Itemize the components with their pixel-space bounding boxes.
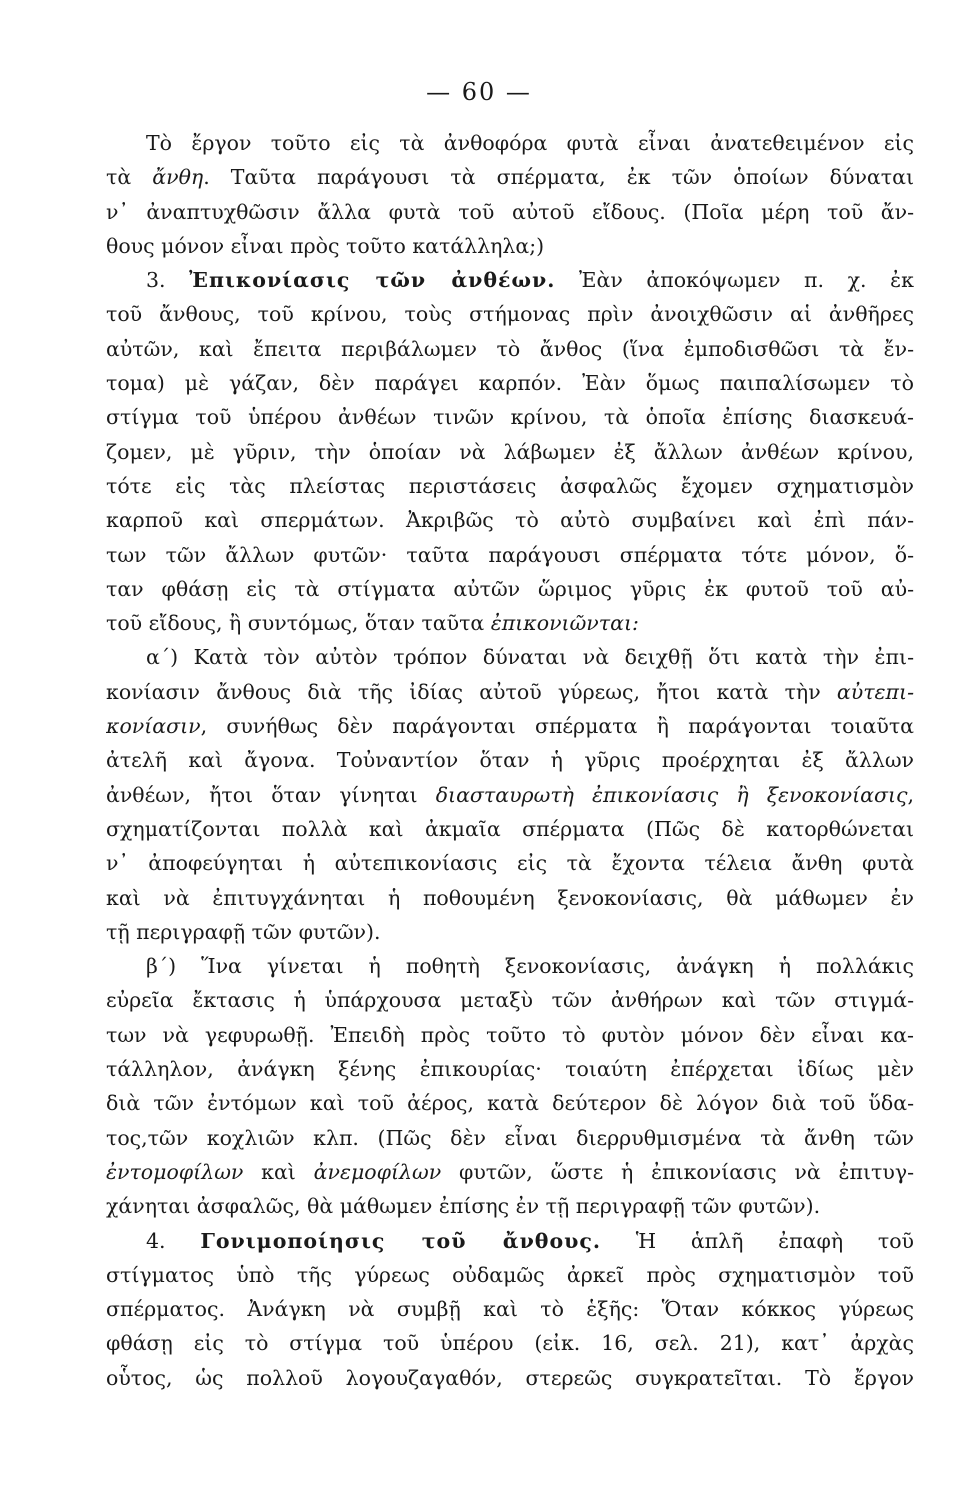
text-segment: σπέρματος. Ἀνάγκη νὰ συμβῇ καὶ τὸ ἑξῆς: Ὅταν κόκκος γύρεως (106, 1297, 914, 1322)
text-line (106, 297, 914, 331)
text-line (106, 778, 914, 812)
text-line (106, 195, 914, 229)
text-segment: καὶ νὰ ἐπιτυγχάνηται ἡ ποθουμένη ξενοκονίασις, θὰ μάθωμεν ἐν (106, 885, 914, 910)
text-line (106, 160, 914, 194)
text-line (106, 846, 914, 880)
text-line (106, 1189, 914, 1223)
text-segment: ζομεν, μὲ γῦριν, τὴν ὁποίαν νὰ λάβωμεν ἐξ ἄλλων ἀνθέων κρίνου, (106, 439, 914, 464)
text-segment: ταν φθάσῃ εἰς τὰ στίγματα αὐτῶν ὥριμος γῦρις ἐκ φυτοῦ τοῦ αὐ- (106, 576, 914, 601)
text-segment: οὗτος, ὡς πολλοῦ λογουζαγαθόν, στερεῶς συγκρατεῖται. Τὸ ἔργον (106, 1365, 914, 1390)
text-segment: φυτῶν, ὥστε ἡ ἐπικονίασις νὰ ἐπιτυγ- (441, 1159, 914, 1184)
text-segment: καρποῦ καὶ σπερμάτων. Ἀκριβῶς τὸ αὐτὸ συμβαίνει καὶ ἐπὶ πάν- (106, 508, 914, 533)
section-heading: Γονιμοποίησις τοῦ ἄνθους. (200, 1228, 601, 1253)
text-segment: διὰ τῶν ἐντόμων καὶ τοῦ ἀέρος, κατὰ δεύτερον δὲ λόγον διὰ τοῦ ὕδα- (106, 1091, 914, 1116)
text-line (106, 1326, 914, 1360)
text-segment: ν᾿ ἀναπτυχθῶσιν ἄλλα φυτὰ τοῦ αὐτοῦ εἴδους. (Ποῖα μέρη τοῦ ἄν- (106, 199, 914, 224)
emphasized-term: ἐντομοφίλων (106, 1159, 244, 1184)
text-segment: φθάσῃ εἰς τὸ στίγμα τοῦ ὑπέρου (εἰκ. 16, σελ. 21), κατ᾿ ἀρχὰς (106, 1331, 914, 1356)
emphasized-term: ἄνθη (152, 165, 204, 190)
text-line (106, 915, 914, 949)
text-segment: στίγματος ὑπὸ τῆς γύρεως οὐδαμῶς ἀρκεῖ πρὸς σχηματισμὸν τοῦ (106, 1262, 914, 1287)
text-segment: τοῦ εἴδους, ἢ συντόμως, ὅταν ταῦτα (106, 611, 491, 636)
text-segment: 3. (146, 268, 190, 293)
section-heading: Ἐπικονίασις τῶν ἀνθέων. (189, 268, 556, 293)
text-segment: , συνήθως δὲν παράγονται σπέρματα ἢ παράγονται τοιαῦτα (200, 714, 914, 739)
text-line (106, 1052, 914, 1086)
text-segment: , (907, 782, 914, 807)
text-segment: τοῦ ἄνθους, τοῦ κρίνου, τοὺς στήμονας πρὶν ἀνοιχθῶσιν αἱ ἀνθῆρες (106, 302, 914, 327)
text-segment: καὶ (243, 1159, 314, 1184)
text-segment: στίγμα τοῦ ὑπέρου ἀνθέων τινῶν κρίνου, τὰ ὁποῖα ἐπίσης διασκευά- (106, 405, 914, 430)
text-line (106, 126, 914, 160)
text-segment: τὰ (106, 165, 153, 190)
text-line (106, 983, 914, 1017)
text-segment: κονίασιν ἄνθους διὰ τῆς ἰδίας αὐτοῦ γύρεως, ἤτοι κατὰ τὴν (106, 679, 837, 704)
text-line (106, 503, 914, 537)
text-segment: β΄) Ἵνα γίνεται ἡ ποθητὴ ξενοκονίασις, ἀνάγκη ἡ πολλάκις (146, 954, 914, 979)
text-segment: 4. (146, 1228, 201, 1253)
text-line (106, 640, 914, 674)
text-line (106, 538, 914, 572)
text-line (106, 812, 914, 846)
text-line (106, 1361, 914, 1395)
text-line (106, 1258, 914, 1292)
text-segment: τάλληλον, ἀνάγκη ξένης ἐπικουρίας· τοιαύτη ἐπέρχεται ἰδίως μὲν (106, 1057, 914, 1082)
text-segment: ἀτελῆ καὶ ἄγονα. Τοὐναντίον ὅταν ἡ γῦρις προέρχηται ἐξ ἄλλων (106, 748, 914, 773)
text-line (106, 1155, 914, 1189)
text-segment: των τῶν ἄλλων φυτῶν· ταῦτα παράγουσι σπέρματα τότε μόνον, ὅ- (106, 542, 914, 567)
text-line (106, 332, 914, 366)
text-segment: . Ταῦτα παράγουσι τὰ σπέρματα, ἐκ τῶν ὁποίων δύναται (203, 165, 914, 190)
text-line (106, 1224, 914, 1258)
text-segment: χάνηται ἀσφαλῶς, θὰ μάθωμεν ἐπίσης ἐν τῇ περιγραφῇ τῶν φυτῶν). (106, 1194, 821, 1219)
text-segment: αὐτῶν, καὶ ἔπειτα περιβάλωμεν τὸ ἄνθος (ἵνα ἐμποδισθῶσι τὰ ἔν- (106, 336, 914, 361)
text-segment: τομα) μὲ γάζαν, δὲν παράγει καρπόν. Ἐὰν ὅμως παιπαλίσωμεν τὸ (106, 371, 914, 396)
emphasized-term: κονίασιν (106, 714, 201, 739)
text-line (106, 366, 914, 400)
text-line (106, 709, 914, 743)
text-line (106, 743, 914, 777)
text-segment: ἀνθέων, ἤτοι ὅταν γίνηται (106, 782, 436, 807)
text-line (106, 1121, 914, 1155)
text-line (106, 1086, 914, 1120)
text-line (106, 435, 914, 469)
emphasized-term: ἐπικονιῶνται: (490, 611, 639, 636)
text-line (106, 263, 914, 297)
emphasized-term: αὐτεπι- (836, 679, 914, 704)
text-line (106, 881, 914, 915)
page-number: — 60 — (426, 78, 532, 106)
text-line (106, 469, 914, 503)
body-text (106, 126, 914, 1395)
text-segment: θους μόνον εἶναι πρὸς τοῦτο κατάλληλα;) (106, 233, 545, 258)
text-segment: σχηματίζονται πολλὰ καὶ ἀκμαῖα σπέρματα (Πῶς δὲ κατορθώνεται (106, 816, 914, 841)
text-line (106, 606, 914, 640)
text-segment: ν᾿ ἀποφεύγηται ἡ αὐτεπικονίασις εἰς τὰ ἔχοντα τέλεια ἄνθη φυτὰ (106, 851, 914, 876)
emphasized-term: ἀνεμοφίλων (313, 1159, 442, 1184)
text-segment: Τὸ ἔργον τοῦτο εἰς τὰ ἀνθοφόρα φυτὰ εἶναι ἀνατεθειμένον εἰς (146, 131, 914, 155)
text-line (106, 675, 914, 709)
text-segment: τῇ περιγραφῇ τῶν φυτῶν). (106, 919, 381, 944)
text-line (106, 1292, 914, 1326)
text-segment: Ἡ ἁπλῆ ἐπαφὴ τοῦ (601, 1228, 914, 1253)
text-segment: τότε εἰς τὰς πλείστας περιστάσεις ἀσφαλῶς ἔχομεν σχηματισμὸν (106, 473, 914, 498)
emphasized-term: διασταυρωτὴ ἐπικονίασις ἢ ξενοκονίασις (435, 782, 908, 807)
text-segment: α΄) Κατὰ τὸν αὐτὸν τρόπον δύναται νὰ δειχθῇ ὅτι κατὰ τὴν ἐπι- (146, 645, 914, 670)
text-line (106, 1018, 914, 1052)
text-segment: τος,τῶν κοχλιῶν κλπ. (Πῶς δὲν εἶναι διερρυθμισμένα τὰ ἄνθη τῶν (106, 1125, 914, 1150)
text-line (106, 949, 914, 983)
text-line (106, 400, 914, 434)
text-segment: των νὰ γεφυρωθῇ. Ἐπειδὴ πρὸς τοῦτο τὸ φυτὸν μόνον δὲν εἶναι κα- (106, 1022, 914, 1047)
text-line (106, 572, 914, 606)
text-segment: εὐρεῖα ἔκτασις ἡ ὑπάρχουσα μεταξὺ τῶν ἀνθήρων καὶ τῶν στιγμά- (106, 988, 914, 1013)
text-line (106, 229, 914, 263)
text-segment: Ἐὰν ἀποκόψωμεν π. χ. ἐκ (555, 268, 914, 293)
